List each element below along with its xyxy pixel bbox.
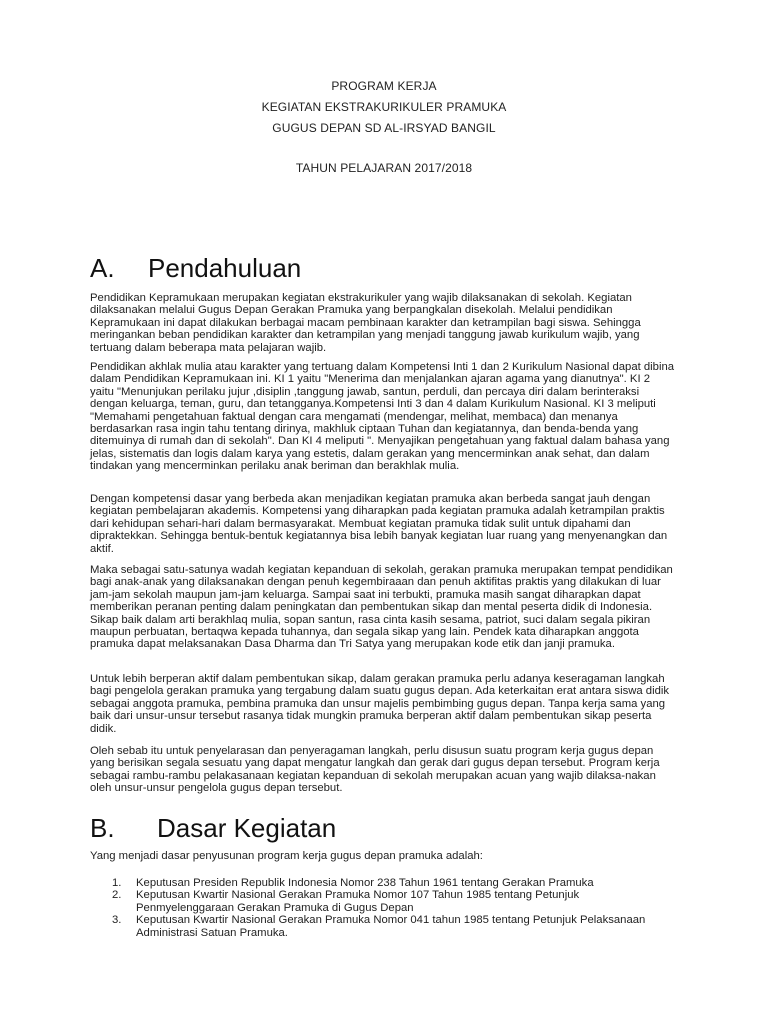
section-b-title: Dasar Kegiatan [157, 813, 337, 843]
list-item [90, 877, 676, 889]
list-item [90, 889, 676, 914]
doc-header-line-2: KEGIATAN EKSTRAKURIKULER PRAMUKA [261, 100, 507, 114]
list-item-number: 3. [112, 914, 122, 927]
section-a-paragraph-3: Dengan kompetensi dasar yang berbeda akan menjadikan kegiatan pramuka akan berbeda sangat jauh dengan kegiatan pembelajaran akademis. Kompetensi yang diharapkan pada kegiatan pramuka adalah ketrampilan praktis dari kehidupan sehari-hari dalam bermasyarakat. Membuat kegiatan pramuka tidak sulit untuk dipahami dan dipraktekkan. Sehingga bentuk-bentuk kegiatannya bisa lebih banyak kegiatan luar ruang yang menyenangkan dan aktif. [90, 493, 668, 555]
section-a-title: Pendahuluan [148, 253, 302, 283]
section-a-paragraph-5: Untuk lebih berperan aktif dalam pembentukan sikap, dalam gerakan pramuka perlu adanya keseragaman langkah bagi pengelola gerakan pramuka yang tergabung dalam suatu gugus depan. Ada keterkaitan erat antara siswa didik sebagai anggota pramuka, pembina pramuka dan unsur majelis pembimbing gugus depan. Tanpa kerja sama yang baik dari unsur-unsur tersebut rasanya tidak mungkin pramuka berperan aktif dalam pembentukan sikap peserta didik. [90, 673, 670, 735]
doc-header-line-3: GUGUS DEPAN SD AL-IRSYAD BANGIL [272, 121, 496, 135]
list-item-text: Keputusan Kwartir Nasional Gerakan Pramuka Nomor 041 tahun 1985 tentang Petunjuk Pelaksanaan Administrasi Satuan Pramuka. [136, 914, 646, 939]
list-item-number: 1. [112, 877, 122, 889]
list-item-text: Keputusan Kwartir Nasional Gerakan Pramuka Nomor 107 Tahun 1985 tentang Petunjuk Penmyelenggaraan Gerakan Pramuka di Gugus Depan [136, 889, 580, 914]
list-item-text: Keputusan Presiden Republik Indonesia Nomor 238 Tahun 1961 tentang Gerakan Pramuka [136, 877, 594, 889]
list-item-number: 2. [112, 889, 122, 902]
section-a-paragraph-4: Maka sebagai satu-satunya wadah kegiatan kepanduan di sekolah, gerakan pramuka merupakan tempat pendidikan bagi anak-anak yang dilaksanakan dengan penuh kegembiraaan dan penuh aktifitas praktis yang dilakukan di luar jam-jam sekolah maupun jam-jam keluarga. Sampai saat ini terbukti, pramuka masih sangat diharapkan dapat memberikan peranan penting dalam peningkatan dan pembentukan sikap dan mental peserta didik di Indonesia. Sikap baik dalam arti berakhlaq mulia, sopan santun, rasa cinta kasih sesama, patriot, suci dalam segala pikiran maupun perbuatan, bertaqwa kepada tuhannya, dan segala sikap yang lain. Pendek kata diharapkan anggota pramuka dapat melaksanakan Dasa Dharma dan Tri Satya yang merupakan kode etik dan janji pramuka. [90, 564, 673, 651]
section-b-intro: Yang menjadi dasar penyusunan program kerja gugus depan pramuka adalah: [90, 850, 483, 862]
section-a-letter: A. [90, 253, 115, 283]
list-item [90, 914, 676, 939]
section-b-heading [90, 813, 337, 843]
doc-header-line-4: TAHUN PELAJARAN 2017/2018 [295, 161, 473, 175]
section-a-paragraph-1: Pendidikan Kepramukaan merupakan kegiatan ekstrakurikuler yang wajib dilaksanakan di sekolah. Kegiatan dilaksanakan melalui Gugus Depan Gerakan Pramuka yang berpangkalan disekolah. Melalui pendidikan Kepramukaan ini dapat dilakukan berbagai macam pembinaan karakter dan ketrampilan bagi siswa. Sehingga meringankan beban pendidikan karakter dan ketrampilan yang menjadi tanggung jawab kurikulum wajib, yang tertuang dalam beberapa mata pelajaran wajib. [90, 292, 641, 354]
legal-basis-list [90, 877, 676, 939]
section-a-paragraph-2: Pendidikan akhlak mulia atau karakter yang tertuang dalam Kompetensi Inti 1 dan 2 Kurikulum Nasional dapat dibina dalam Pendidikan Kepramukaan ini. KI 1 yaitu "Menerima dan menjalankan ajaran agama yang dianutnya". KI 2 yaitu "Menunjukan perilaku jujur ,disiplin ,tanggung jawab, santun, perduli, dan percaya diri dalam berinteraksi dengan keluarga, teman, guru, dan tetangganya.Kompetensi Inti 3 dan 4 dalam Kurikulum Nasional. KI 3 meliputi "Memahami pengetahuan faktual dengan cara mengamati (mendengar, melihat, membaca) dan menanya berdasarkan rasa ingin tahu tentang dirinya, makhluk ciptaan Tuhan dan kegiatannya, dan benda-benda yang ditemuinya di rumah dan di sekolah". Dan KI 4 meliputi ". Menyajikan pengetahuan yang faktual dalam bahasa yang jelas, sistematis dan logis dalam karya yang estetis, dalam gerakan yang mencerminkan anak sehat, dan dalam tindakan yang mencerminkan perilaku anak beriman dan berakhlak mulia. [90, 361, 675, 473]
doc-header-line-1: PROGRAM KERJA [331, 79, 437, 93]
section-b-letter: B. [90, 813, 115, 843]
section-a-heading [90, 253, 302, 283]
section-a-paragraph-6: Oleh sebab itu untuk penyelarasan dan penyeragaman langkah, perlu disusun suatu program kerja gugus depan yang berisikan segala sesuatu yang dapat mengatur langkah dan gerak dari gugus depan tersebut. Program kerja sebagai rambu-rambu pelakasanaan kegiatan kepanduan di sekolah merupakan acuan yang wajib dilaksa-nakan oleh unsur-unsur pengelola gugus depan tersebut. [90, 745, 660, 795]
